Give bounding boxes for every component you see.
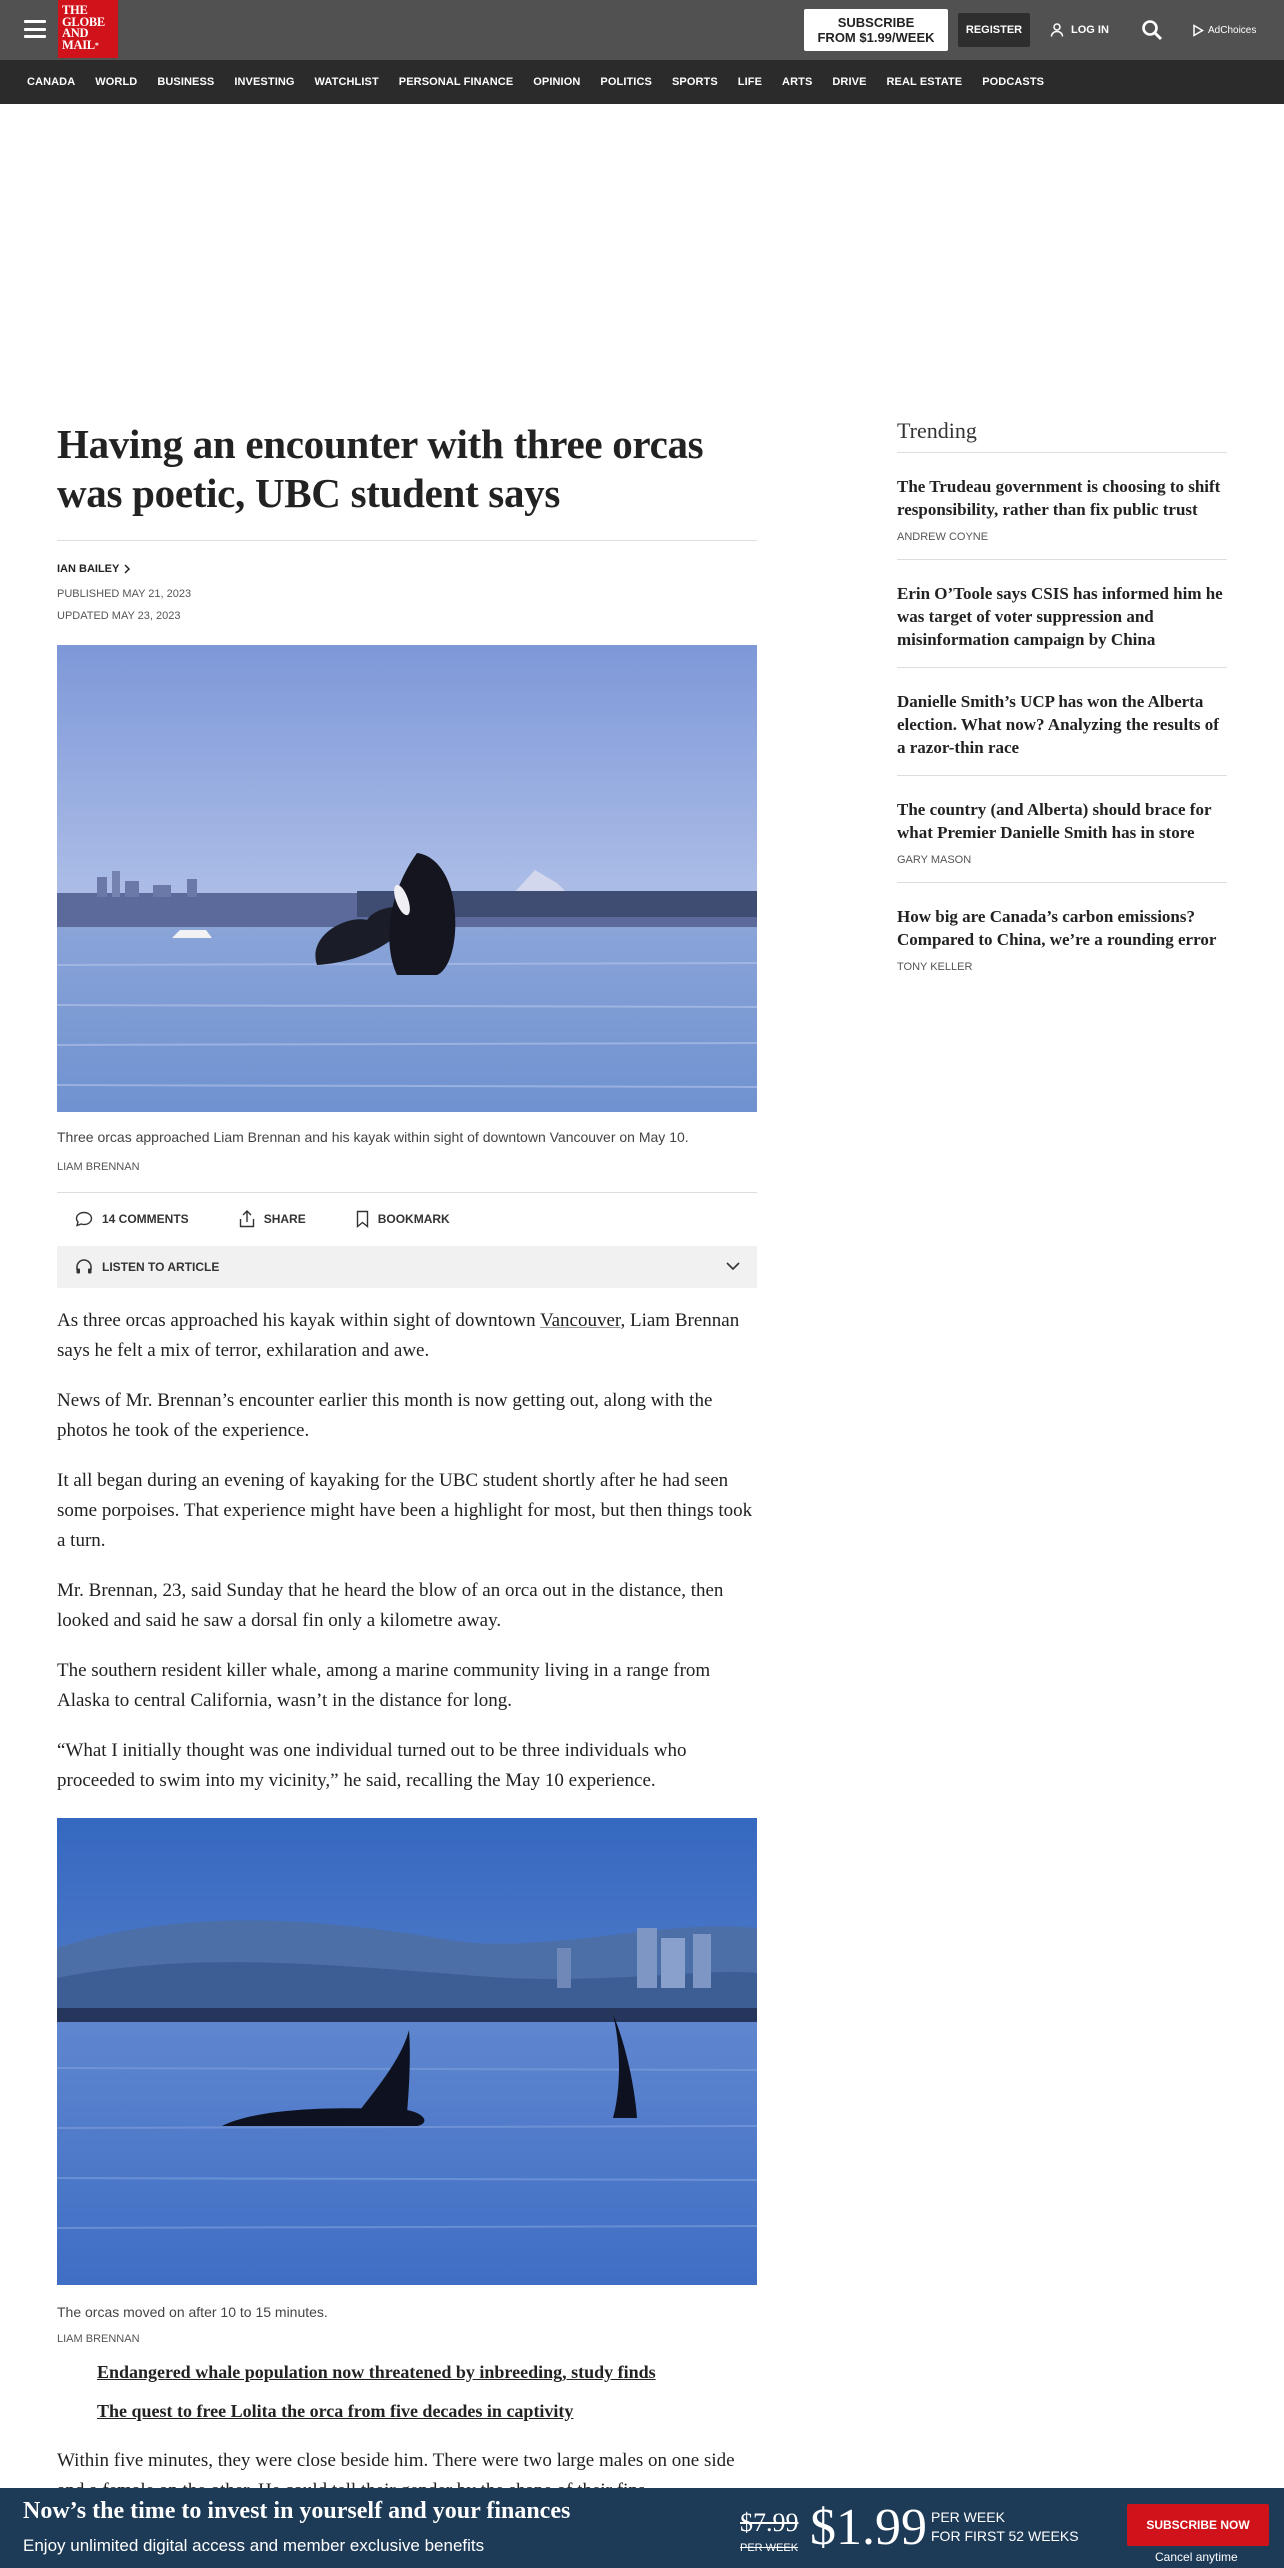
divider: [57, 1192, 757, 1193]
related-link-inbreeding[interactable]: Endangered whale population now threatened by inbreeding, study finds: [97, 2362, 656, 2382]
share-icon: [239, 1210, 255, 1228]
trending-headline: The Trudeau government is choosing to shift responsibility, rather than fix public trust: [897, 477, 1221, 519]
logo-line: THE: [62, 3, 88, 17]
cancel-anytime-note: Cancel anytime: [1155, 2550, 1238, 2564]
trending-headline: The country (and Alberta) should brace for what Premier Danielle Smith has in store: [897, 800, 1212, 842]
orca-photo-fins[interactable]: [57, 1818, 757, 2285]
paragraph: Within five minutes, they were close beside him. There were two large males on one side: [57, 2450, 735, 2471]
orca-photo-vancouver[interactable]: [57, 645, 757, 1112]
headphones-icon: [75, 1259, 93, 1275]
trending-author: ANDREW COYNE: [897, 531, 989, 543]
author-name: IAN BAILEY: [57, 563, 120, 575]
logo-line: MAIL*: [62, 37, 99, 52]
paragraph-text: As three orcas approached his kayak within sight of downtown: [57, 1310, 540, 1331]
nav-podcasts[interactable]: PODCASTS: [982, 76, 1045, 88]
menu-icon[interactable]: [24, 20, 46, 38]
new-price: $1.99: [810, 2499, 927, 2556]
nav-drive[interactable]: DRIVE: [832, 76, 867, 88]
subscribe-label: SUBSCRIBE: [837, 15, 915, 30]
nav-arts[interactable]: ARTS: [782, 76, 813, 88]
photo-caption: The orcas moved on after 10 to 15 minutes.: [57, 2304, 328, 2320]
chevron-right-icon: [123, 564, 131, 574]
paragraph: News of Mr. Brennan’s encounter earlier this month is now getting out, along with the photos he took of the experience.: [57, 1390, 713, 1441]
nav-real-estate[interactable]: REAL ESTATE: [886, 76, 963, 88]
trending-headline: Danielle Smith’s UCP has won the Alberta election. What now? Analyzing the results of a razor-thin race: [897, 692, 1219, 757]
trending-item[interactable]: [897, 453, 1227, 560]
updated-date: UPDATED MAY 23, 2023: [57, 610, 181, 622]
share-button[interactable]: [239, 1210, 306, 1228]
photo-credit: LIAM BRENNAN: [57, 1161, 140, 1173]
published-date: PUBLISHED MAY 21, 2023: [57, 588, 192, 600]
search-icon[interactable]: [1140, 18, 1164, 42]
photo-caption: Three orcas approached Liam Brennan and his kayak within sight of downtown Vancouver on May 10.: [57, 1129, 689, 1145]
comments-button[interactable]: [75, 1211, 189, 1227]
nav-sports[interactable]: SPORTS: [671, 76, 718, 88]
trending-item[interactable]: [897, 668, 1227, 776]
nav-investing[interactable]: INVESTING: [234, 76, 295, 88]
price-duration: FOR FIRST 52 WEEKS: [931, 2528, 1079, 2544]
bookmark-icon: [356, 1210, 369, 1228]
user-icon: [1050, 23, 1064, 37]
price-period: PER WEEK: [931, 2509, 1005, 2525]
subscribe-price: FROM $1.99/WEEK: [817, 30, 935, 45]
subscribe-now-button[interactable]: SUBSCRIBE NOW: [1127, 2504, 1269, 2546]
article-body: [57, 1306, 757, 1816]
old-price: $7.99: [740, 2508, 799, 2537]
register-button[interactable]: REGISTER: [958, 13, 1030, 47]
trending-title: Trending: [897, 418, 1227, 453]
old-price-period: PER WEEK: [740, 2542, 799, 2554]
trending-headline: Erin O’Toole says CSIS has informed him he was target of voter suppression and misinformation campaign by China: [897, 584, 1223, 649]
trending-sidebar: [897, 418, 1227, 989]
bookmark-label: BOOKMARK: [377, 1212, 450, 1226]
login-label: LOG IN: [1071, 24, 1109, 36]
trending-item[interactable]: [897, 560, 1227, 668]
listen-to-article-button[interactable]: [57, 1246, 757, 1288]
nav-politics[interactable]: POLITICS: [600, 76, 652, 88]
banner-headline: Now’s the time to invest in yourself and your finances: [23, 2498, 571, 2524]
paragraph: [57, 1306, 757, 1366]
section-nav: [0, 60, 1284, 104]
article-headline: Having an encounter with three orcas was poetic, UBC student says: [57, 421, 704, 516]
paragraph: It all began during an evening of kayaking for the UBC student shortly after he had seen some porpoises. That experience might have been a highlight for most, but then things took a turn.: [57, 1470, 753, 1551]
nav-watchlist[interactable]: WATCHLIST: [314, 76, 379, 88]
logo-line: GLOBE: [62, 14, 105, 29]
trending-item[interactable]: [897, 776, 1227, 883]
author-link[interactable]: [57, 563, 757, 575]
vancouver-link[interactable]: Vancouver: [540, 1310, 621, 1331]
top-bar: [0, 0, 1284, 60]
article-dates: [57, 583, 757, 627]
price-terms: [931, 2508, 1079, 2546]
photo-credit: LIAM BRENNAN: [57, 2333, 140, 2345]
paragraph-text: , Liam Brennan says he felt a mix of terror, exhilaration and awe.: [57, 1310, 740, 1361]
trending-author: GARY MASON: [897, 854, 972, 866]
trending-author: TONY KELLER: [897, 961, 973, 973]
comments-label: 14 COMMENTS: [102, 1212, 189, 1226]
nav-business[interactable]: BUSINESS: [157, 76, 215, 88]
nav-life[interactable]: LIFE: [737, 76, 763, 88]
nav-opinion[interactable]: OPINION: [533, 76, 581, 88]
article-tools: [57, 1202, 757, 1236]
share-label: SHARE: [263, 1212, 306, 1226]
subscribe-button[interactable]: [804, 9, 948, 51]
logo-line: AND: [62, 26, 89, 40]
subscription-banner: [0, 2488, 1284, 2568]
related-link-lolita[interactable]: The quest to free Lolita the orca from five decades in captivity: [97, 2401, 574, 2421]
banner-subtext: Enjoy unlimited digital access and member exclusive benefits: [23, 2536, 485, 2555]
chevron-down-icon[interactable]: [725, 1260, 741, 1272]
paragraph: Mr. Brennan, 23, said Sunday that he heard the blow of an orca out in the distance, then looked and said he saw a dorsal fin only a kilometre away.: [57, 1580, 724, 1631]
bookmark-button[interactable]: [356, 1210, 450, 1228]
comment-icon: [75, 1211, 93, 1227]
listen-label: LISTEN TO ARTICLE: [102, 1260, 220, 1274]
adchoices-link[interactable]: [1192, 20, 1256, 40]
nav-personal-finance[interactable]: PERSONAL FINANCE: [398, 76, 514, 88]
divider: [57, 540, 757, 541]
paragraph: The southern resident killer whale, among a marine community living in a range from Alaska to central California, wasn’t in the distance for long.: [57, 1660, 711, 1711]
trending-item[interactable]: [897, 883, 1227, 989]
trending-headline: How big are Canada’s carbon emissions? Compared to China, we’re a rounding error: [897, 907, 1217, 949]
nav-canada[interactable]: CANADA: [27, 76, 76, 88]
article-header: [57, 420, 757, 627]
nav-world[interactable]: WORLD: [95, 76, 138, 88]
login-button[interactable]: [1050, 20, 1109, 40]
adchoices-icon: [1192, 24, 1204, 37]
globe-and-mail-logo[interactable]: [58, 0, 118, 58]
paragraph: “What I initially thought was one individual turned out to be three individuals who proceeded to swim into my vicinity,” he said, recalling the May 10 experience.: [57, 1740, 687, 1791]
adchoices-label: AdChoices: [1208, 24, 1257, 36]
